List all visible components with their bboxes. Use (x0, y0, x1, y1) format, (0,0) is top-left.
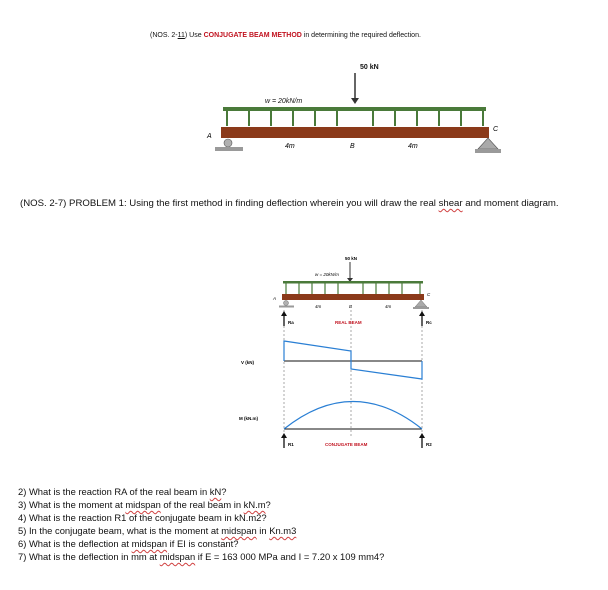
fig2-support-b-label: B (349, 304, 353, 309)
fig2-moment-axis-label: M (kN.m) (239, 416, 258, 421)
problem-shear-word: shear (438, 198, 463, 209)
fig1-beam (221, 127, 489, 138)
fig2-dist-load-label: w = 20kN/m (315, 272, 339, 277)
fig2-r2-label: R2 (426, 442, 432, 447)
fig1-left-ground (215, 147, 243, 151)
fig2-support-c-label: C (427, 292, 431, 297)
fig1-right-ground (475, 149, 501, 153)
header-middle: ) Use (184, 32, 204, 39)
header-range-end: 11 (177, 32, 185, 39)
fig2-moment-diagram (284, 402, 422, 430)
fig1-point-load-label: 50 kN (360, 64, 379, 71)
fig2-shear-diagram (284, 341, 422, 379)
fig2-span-right: 4m (385, 304, 392, 309)
fig2-span-left: 4m (315, 304, 322, 309)
fig1-load-bar (223, 107, 486, 111)
fig1-support-a-label: A (207, 133, 212, 140)
fig2-point-load-label: 50 kN (345, 256, 358, 261)
problem-text-1: (NOS. 2-7) PROBLEM 1: Using the first method in finding deflection wherein you will draw the real (20, 198, 439, 209)
question-item: 5) In the conjugate beam, what is the moment at midspan in Kn.m3 (18, 525, 297, 536)
header-prefix: (NOS. 2- (150, 32, 178, 39)
problem-statement (20, 197, 580, 210)
fig2-beam (282, 294, 424, 300)
header-method: CONJUGATE BEAM METHOD (203, 32, 302, 39)
question-item: 3) What is the moment at midspan of the real beam in kN.m? (18, 499, 271, 510)
fig1-dist-load-label: w = 20kN/m (265, 98, 303, 105)
question-item: 6) What is the deflection at midspan if EI is constant? (18, 538, 239, 549)
fig1-support-b-label: B (350, 143, 355, 150)
fig2-conjugate-beam-label: CONJUGATE BEAM (325, 442, 368, 447)
fig1-pin-support (478, 138, 498, 149)
header-instruction (150, 32, 421, 39)
fig2-ra-label: Ra (288, 320, 294, 325)
beam-figure-2 (225, 252, 445, 457)
fig1-span-left: 4m (285, 143, 295, 150)
fig2-shear-axis-label: V (kN) (241, 360, 255, 365)
fig2-support-a-label: A (273, 296, 277, 301)
fig1-span-right: 4m (408, 143, 418, 150)
beam-figure-1 (195, 55, 515, 165)
fig1-support-c-label: C (493, 126, 499, 133)
fig1-roller-support (224, 139, 232, 147)
question-item: 4) What is the reaction R1 of the conjugate beam in kN.m2? (18, 512, 267, 523)
problem-text-2: and moment diagram. (462, 198, 559, 209)
fig2-rc-label: Rc (426, 320, 432, 325)
fig2-r1-label: R1 (288, 442, 294, 447)
question-list (18, 485, 598, 563)
question-item: 7) What is the deflection in mm at midspan if E = 163 000 MPa and I = 7.20 x 109 mm4? (18, 551, 385, 562)
fig2-real-beam-label: REAL BEAM (335, 320, 362, 325)
question-item: 2) What is the reaction RA of the real beam in kN? (18, 486, 227, 497)
header-suffix: in determining the required deflection. (301, 32, 421, 39)
